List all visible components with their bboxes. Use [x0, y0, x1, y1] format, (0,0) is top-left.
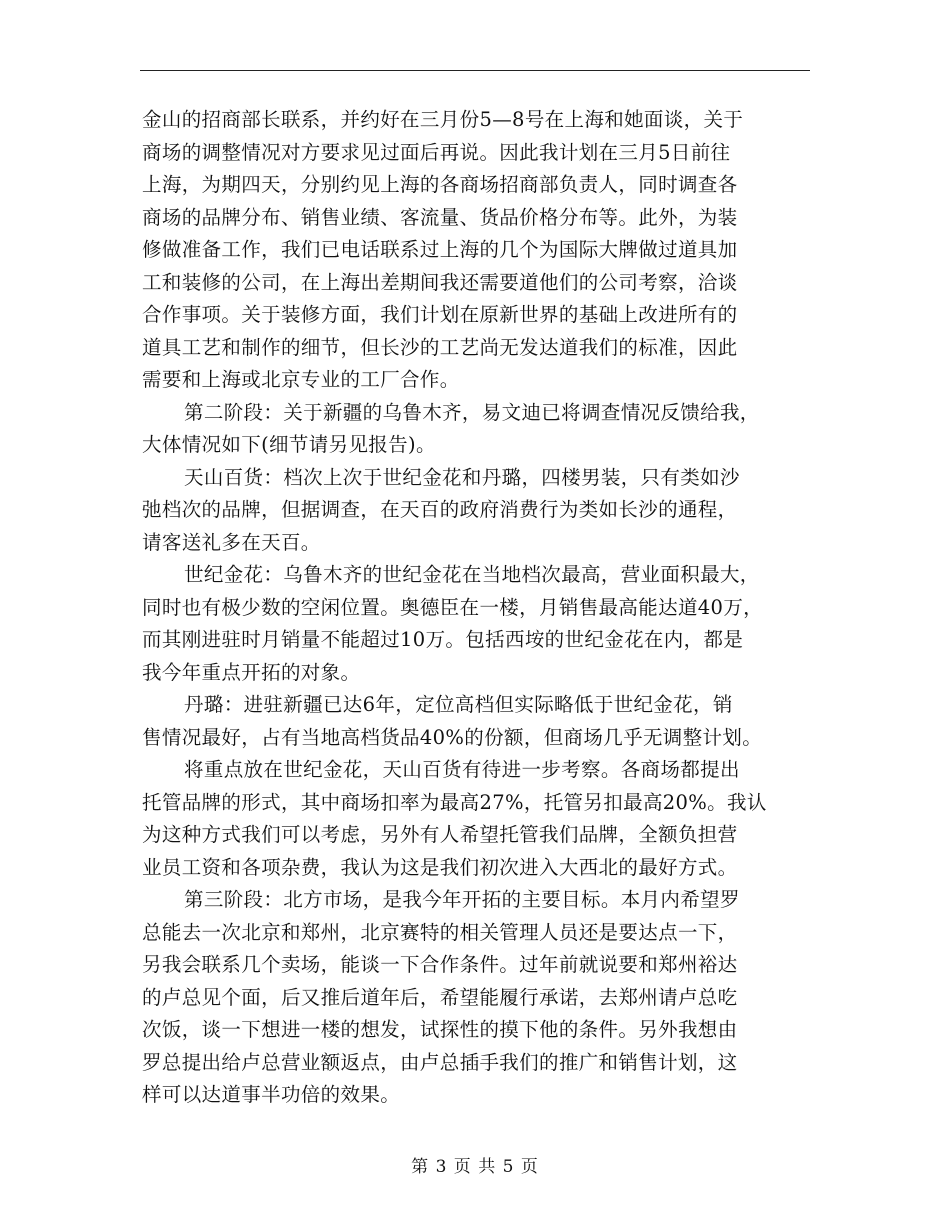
text-line: 我今年重点开拓的对象。: [142, 660, 361, 684]
text-line: 上海，为期四天，分别约见上海的各商场招商部负责人，同时调查各: [142, 173, 738, 196]
text-line: 将重点放在世纪金花，天山百货有待进一步考察。各商场都提出: [184, 758, 740, 781]
text-line: 道具工艺和制作的细节，但长沙的工艺尚无发达道我们的标准，因此: [142, 335, 738, 359]
text-line: 另我会联系几个卖场，能谈一下合作条件。过年前就说要和郑州裕达: [142, 953, 738, 976]
paragraph: [142, 104, 814, 397]
text-line: 请客送礼多在天百。: [142, 530, 321, 554]
paragraph: [142, 884, 814, 1112]
text-line: 商场的品牌分布、销售业绩、客流量、货品价格分布等。此外，为装: [142, 205, 738, 229]
text-line: 而其刚进驻时月销量不能超过10万。包括西垵的世纪金花在内，都是: [142, 628, 744, 651]
paragraph: [142, 462, 814, 560]
text-line: 为这种方式我们可以考虑，另外有人希望托管我们品牌，全额负担营: [142, 823, 738, 846]
text-line: 大体情况如下(细节请另见报告)。: [142, 433, 436, 456]
text-line: 业员工资和各项杂费，我认为这是我们初次进入大西北的最好方式。: [142, 855, 738, 879]
text-line: 弛档次的品牌，但据调查，在天百的政府消费行为类如长沙的通程，: [142, 498, 738, 521]
text-line: 世纪金花：乌鲁木齐的世纪金花在当地档次最高，营业面积最大，: [184, 563, 760, 586]
text-line: 样可以达道事半功倍的效果。: [142, 1083, 401, 1106]
text-line: 需要和上海或北京专业的工厂合作。: [142, 368, 460, 391]
text-line: 金山的招商部长联系，并约好在三月份5—8号在上海和她面谈，关于: [142, 108, 744, 131]
header-rule: [140, 70, 810, 71]
text-line: 托管品牌的形式，其中商场扣率为最高27%，托管另扣最高20%。我认: [142, 790, 767, 814]
document-body: [142, 104, 814, 1112]
paragraph: [142, 397, 814, 462]
text-line: 售情况最好，占有当地高档货品40%的份额，但商场几乎无调整计划。: [142, 725, 763, 749]
text-line: 罗总提出给卢总营业额返点，由卢总插手我们的推广和销售计划，这: [142, 1050, 738, 1074]
text-line: 修做准备工作，我们已电话联系过上海的几个为国际大牌做过道具加: [142, 238, 738, 261]
paragraph: [142, 559, 814, 689]
text-line: 次饭，谈一下想进一楼的想发，试探性的摸下他的条件。另外我想由: [142, 1018, 738, 1041]
text-line: 第二阶段：关于新疆的乌鲁木齐，易文迪已将调查情况反馈给我，: [184, 400, 760, 424]
text-line: 总能去一次北京和郑州，北京赛特的相关管理人员还是要达点一下，: [142, 920, 738, 944]
text-line: 第三阶段：北方市场，是我今年开拓的主要目标。本月内希望罗: [184, 888, 740, 911]
paragraph: [142, 754, 814, 884]
paragraph: [142, 689, 814, 754]
page-footer: 第 3 页 共 5 页: [411, 1157, 539, 1177]
text-line: 丹璐：进驻新疆已达6年，定位高档但实际略低于世纪金花，销: [184, 693, 733, 716]
text-line: 天山百货：档次上次于世纪金花和丹璐，四楼男装，只有类如沙: [184, 465, 740, 489]
text-line: 工和装修的公司，在上海出差期间我还需要道他们的公司考察，洽谈: [142, 270, 738, 294]
text-line: 同时也有极少数的空闲位置。奥德臣在一楼，月销售最高能达道40万，: [142, 595, 764, 619]
text-line: 合作事项。关于装修方面，我们计划在原新世界的基础上改进所有的: [142, 303, 738, 326]
text-line: 的卢总见个面，后又推后道年后，希望能履行承诺，去郑州请卢总吃: [142, 985, 738, 1009]
text-line: 商场的调整情况对方要求见过面后再说。因此我计划在三月5日前往: [142, 140, 731, 164]
